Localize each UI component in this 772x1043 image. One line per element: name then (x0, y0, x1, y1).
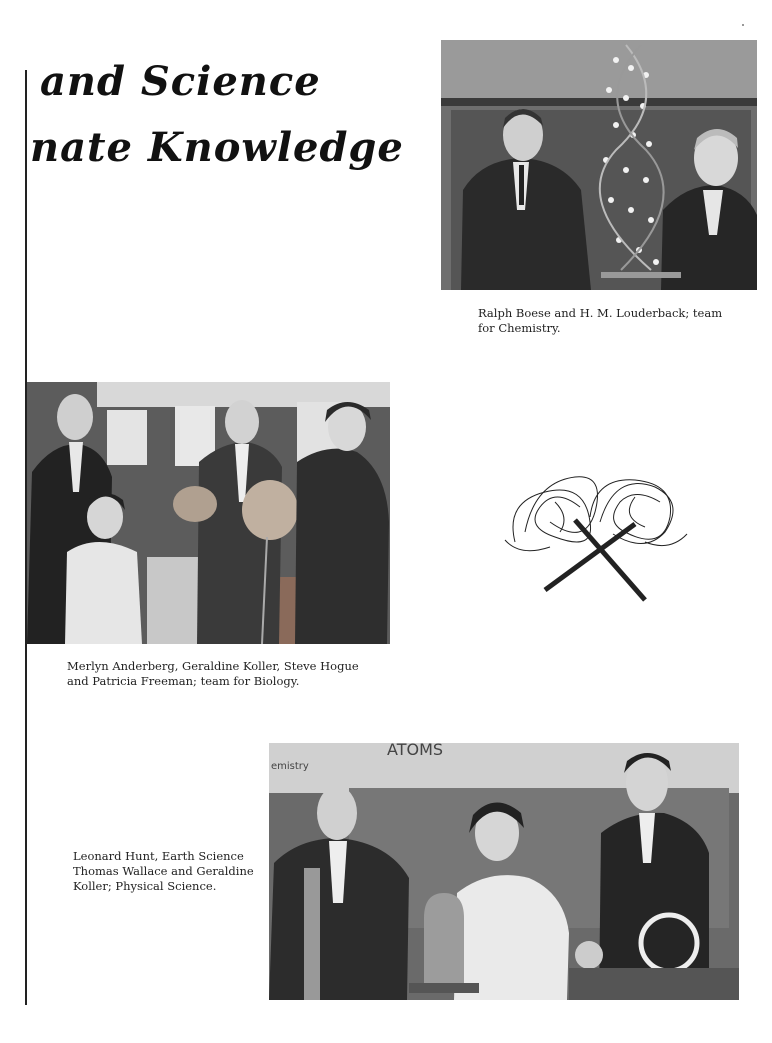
biology-caption-line-1: Merlyn Anderberg, Geraldine Koller, Steve Hogue (67, 659, 359, 673)
biology-caption (67, 659, 359, 689)
physical-caption-line-1: Leonard Hunt, Earth Science (73, 849, 244, 863)
physical-science-caption (73, 849, 254, 894)
biology-team-photo (27, 382, 390, 644)
board-atoms-text: ATOMS (387, 743, 444, 759)
board-sign-text: emistry (271, 761, 309, 772)
page-speck (742, 24, 744, 26)
physical-caption-line-2: Thomas Wallace and Geraldine (73, 864, 254, 878)
biology-caption-line-2: and Patricia Freeman; team for Biology. (67, 674, 300, 688)
chemistry-caption-line-1: Ralph Boese and H. M. Louderback; team (478, 306, 723, 320)
physical-science-photo (269, 743, 739, 1000)
physical-caption-line-3: Koller; Physical Science. (73, 879, 217, 893)
chemistry-caption-line-2: for Chemistry. (478, 321, 561, 335)
chemistry-caption (478, 306, 722, 336)
headline-line-1: and Science (40, 58, 321, 105)
crossed-pens-illustration (495, 462, 695, 607)
headline-line-2: nate Knowledge (30, 124, 404, 171)
chemistry-team-photo (441, 40, 757, 290)
